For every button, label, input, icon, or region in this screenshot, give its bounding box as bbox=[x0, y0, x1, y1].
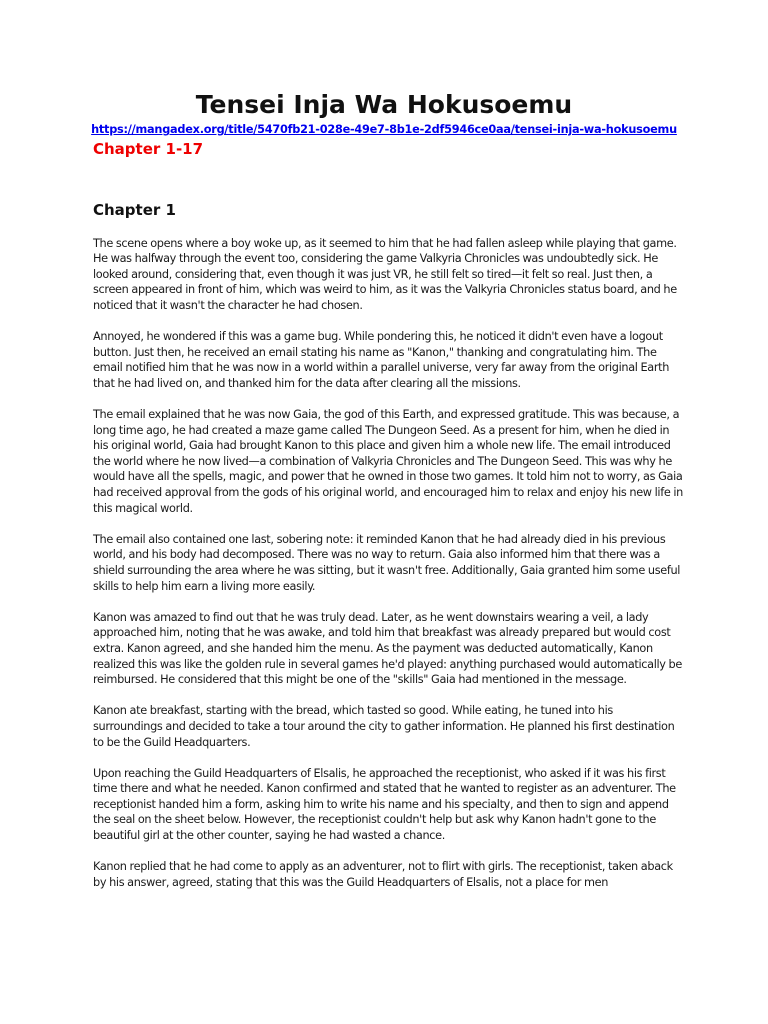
paragraph: The scene opens where a boy woke up, as it seemed to him that he had fallen asleep while playing that game. He was halfway through the event too, considering the game Valkyria Chronicles was undoubtedly sick. He looked around, considering that, even though it was just VR, he still felt so tired—it felt so real. Just then, a screen appeared in front of him, which was weird to him, as it was the Valkyria Chronicles status board, and he noticed that it wasn't the character he had chosen. bbox=[93, 236, 677, 312]
paragraph: Upon reaching the Guild Headquarters of Elsalis, he approached the receptionist, who asked if it was his first time there and what he needed. Kanon confirmed and stated that he wanted to register as an adventurer. The receptionist handed him a form, asking him to write his name and his specialty, and then to sign and append the seal on the sheet below. However, the receptionist couldn't help but ask why Kanon hadn't gone to the beautiful girl at the other counter, saying he had wasted a chance. bbox=[93, 766, 676, 843]
chapter-range-heading: Chapter 1-17 bbox=[93, 140, 204, 158]
paragraph: The email explained that he was now Gaia, the god of this Earth, and expressed gratitude. This was because, a long time ago, he had created a maze game called The Dungeon Seed. As a present for him, when he died in his original world, Gaia had brought Kanon to this place and given him a whole new life. The email introduced the world where he now lived—a combination of Valkyria Chronicles and The Dungeon Seed. This was why he would have all the spells, magic, and power that he owned in those two games. It told him not to worry, as Gaia had received approval from the gods of his original world, and encouraged him to relax and enjoy his new life in this magical world. bbox=[93, 408, 683, 515]
chapter-heading: Chapter 1 bbox=[93, 201, 176, 219]
paragraph: Kanon replied that he had come to apply as an adventurer, not to flirt with girls. The receptionist, taken aback by his answer, agreed, stating that this was the Guild Headquarters of Elsalis, not a place for men bbox=[93, 860, 673, 889]
chapter-body bbox=[93, 236, 683, 907]
source-link[interactable]: https://mangadex.org/title/5470fb21-028e-49e7-8b1e-2df5946ce0aa/tensei-inja-wa-hokusoemu bbox=[91, 123, 677, 136]
paragraph: Kanon was amazed to find out that he was truly dead. Later, as he went downstairs wearing a veil, a lady approached him, noting that he was awake, and told him that breakfast was already prepared but would cost extra. Kanon agreed, and she handed him the menu. As the payment was deducted automatically, Kanon realized this was like the golden rule in several games he'd played: anything purchased would automatically be reimbursed. He considered that this might be one of the "skills" Gaia had mentioned in the message. bbox=[93, 610, 682, 687]
document-title: Tensei Inja Wa Hokusoemu bbox=[195, 90, 573, 119]
paragraph: Kanon ate breakfast, starting with the bread, which tasted so good. While eating, he tuned into his surroundings and decided to take a tour around the city to gather information. He planned his first destination to be the Guild Headquarters. bbox=[93, 704, 675, 749]
paragraph: Annoyed, he wondered if this was a game bug. While pondering this, he noticed it didn't even have a logout button. Just then, he received an email stating his name as "Kanon," thanking and congratulating him. The email notified him that he was now in a world within a parallel universe, very far away from the original Earth that he had lived on, and thanked him for the data after clearing all the missions. bbox=[93, 330, 670, 390]
paragraph: The email also contained one last, sobering note: it reminded Kanon that he had already died in his previous world, and his body had decomposed. There was no way to return. Gaia also informed him that there was a shield surrounding the area where he was sitting, but it wasn't free. Additionally, Gaia granted him some useful skills to help him earn a living more easily. bbox=[93, 532, 681, 593]
